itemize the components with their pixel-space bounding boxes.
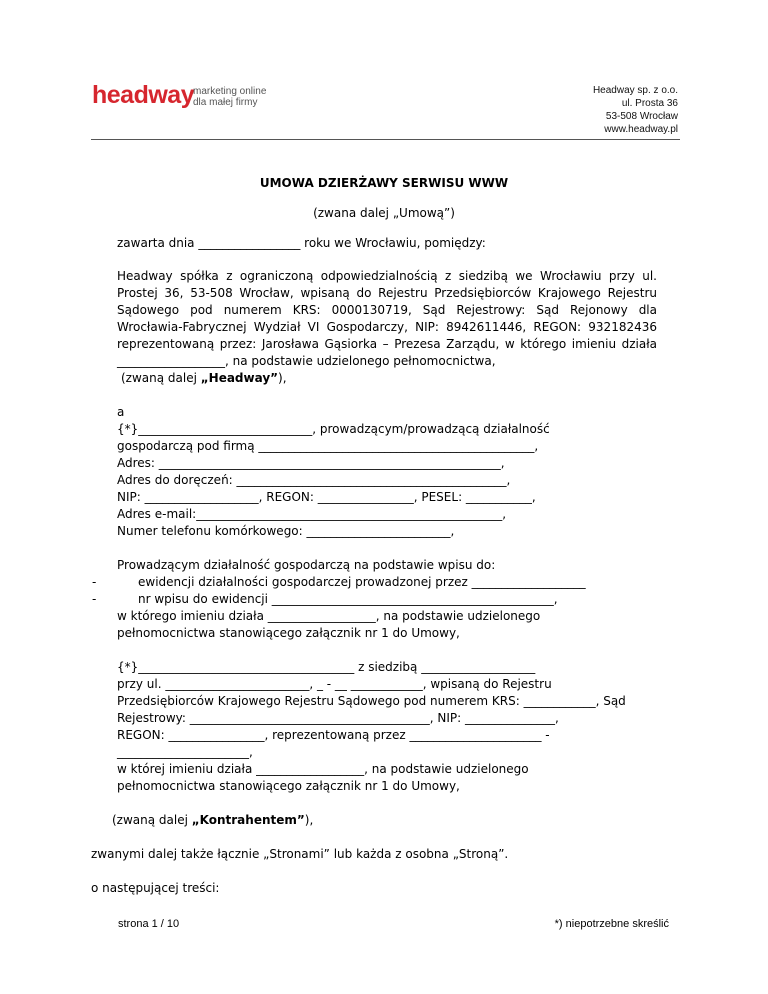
contractor-called-bold: „Kontrahentem” xyxy=(191,813,305,827)
company-street: ul. Prosta 36 xyxy=(621,98,678,109)
tagline-line-1: marketing online xyxy=(193,86,267,97)
company-party-line-5: REGON: ________________, reprezentowaną przez ______________________ - xyxy=(117,728,550,742)
registry-line: ewidencji działalności gospodarczej prowadzonej przez ___________________ xyxy=(138,575,586,589)
party1-email-line: Adres e-mail:___________________________________________________, xyxy=(117,507,507,521)
list-dash: - xyxy=(92,592,97,606)
company-party-line-7: w której imieniu działa __________________, na podstawie udzielonego xyxy=(117,762,529,776)
registration-intro: Prowadzącym działalność gospodarczą na podstawie wpisu do: xyxy=(117,558,496,572)
document-subtitle: (zwana dalej „Umową”) xyxy=(313,206,455,220)
footnote: *) niepotrzebne skreślić xyxy=(554,918,669,930)
company-party-line-4: Rejestrowy: ________________________________________, NIP: _______________, xyxy=(117,711,559,725)
party1-address-line: Adres: _________________________________________________________, xyxy=(117,456,505,470)
company-name: Headway sp. z o.o. xyxy=(592,85,678,96)
power-of-attorney-line: pełnomocnictwa stanowiącego załącznik nr 1 do Umowy, xyxy=(117,626,460,640)
company-party-line-3: Przedsiębiorców Krajowego Rejestru Sądowego pod numerem KRS: ____________, Sąd xyxy=(117,694,626,708)
party1-name-line: {*}_____________________________, prowadzącym/prowadzącą działalność xyxy=(117,422,550,436)
concluded-line: zawarta dnia _________________ roku we Wrocławiu, pomiędzy: xyxy=(117,236,486,250)
contractor-called xyxy=(112,812,313,829)
company-party-line-6: ______________________, xyxy=(117,745,253,759)
contractor-called-prefix: (zwaną dalej xyxy=(112,813,192,827)
and-line: a xyxy=(117,405,125,419)
company-city: 53-508 Wrocław xyxy=(605,111,678,122)
headway-paragraph: Headway spółka z ograniczoną odpowiedzialnością z siedzibą we Wrocławiu przy ul. Prostej 36, 53-508 Wrocław, wpisaną do Rejestru Przedsiębiorców Krajowego Rejestru Sądowego pod numerem KRS: 0000130719, Sąd Rejestrowy: Sąd Rejonowy dla Wrocławia-Fabrycznej Wydział VI Gospodarczy, NIP: 8942611446, REGON: 932182436 reprezentowaną przez: Jarosława Gąsiorka – Prezesa Zarządu, w którego imieniu działa __________________, na podstawie udzielonego pełnomocnictwa, xyxy=(117,269,657,368)
company-website: www.headway.pl xyxy=(604,124,678,135)
representative-line: w którego imieniu działa __________________, na podstawie udzielonego xyxy=(117,609,541,623)
headway-called-prefix: (zwaną dalej xyxy=(121,371,201,385)
registry-number-line: nr wpisu do ewidencji _______________________________________________, xyxy=(138,592,558,606)
party1-nip-regon-pesel-line: NIP: ___________________, REGON: ________________, PESEL: ___________, xyxy=(117,490,536,504)
list-dash: - xyxy=(92,575,97,589)
company-address xyxy=(593,84,678,136)
company-party-line-8: pełnomocnictwa stanowiącego załącznik nr 1 do Umowy, xyxy=(117,779,460,793)
document-title: UMOWA DZIERŻAWY SERWISU WWW xyxy=(259,176,509,190)
party1-firm-line: gospodarczą pod firmą ______________________________________________, xyxy=(117,439,539,453)
content-intro-line: o następującej treści: xyxy=(91,881,220,895)
parties-line: zwanymi dalej także łącznie „Stronami” lub każda z osobna „Stroną”. xyxy=(91,847,509,861)
contractor-called-suffix: ), xyxy=(304,813,314,827)
logo-tagline xyxy=(193,86,266,108)
company-party-line-1: {*}____________________________________ z siedzibą ___________________ xyxy=(117,660,536,674)
headway-called-bold: „Headway” xyxy=(200,371,279,385)
party1-phone-line: Numer telefonu komórkowego: ________________________, xyxy=(117,524,455,538)
headway-logo: headway xyxy=(92,81,195,109)
header-divider xyxy=(91,139,680,140)
page-number: strona 1 / 10 xyxy=(118,918,180,930)
headway-called xyxy=(121,370,287,387)
headway-called-suffix: ), xyxy=(278,371,287,385)
party1-delivery-address-line: Adres do doręczeń: _____________________________________________, xyxy=(117,473,511,487)
tagline-line-2: dla małej firmy xyxy=(193,97,258,108)
company-party-line-2: przy ul. ________________________, _ - __ ____________, wpisaną do Rejestru xyxy=(117,677,552,691)
